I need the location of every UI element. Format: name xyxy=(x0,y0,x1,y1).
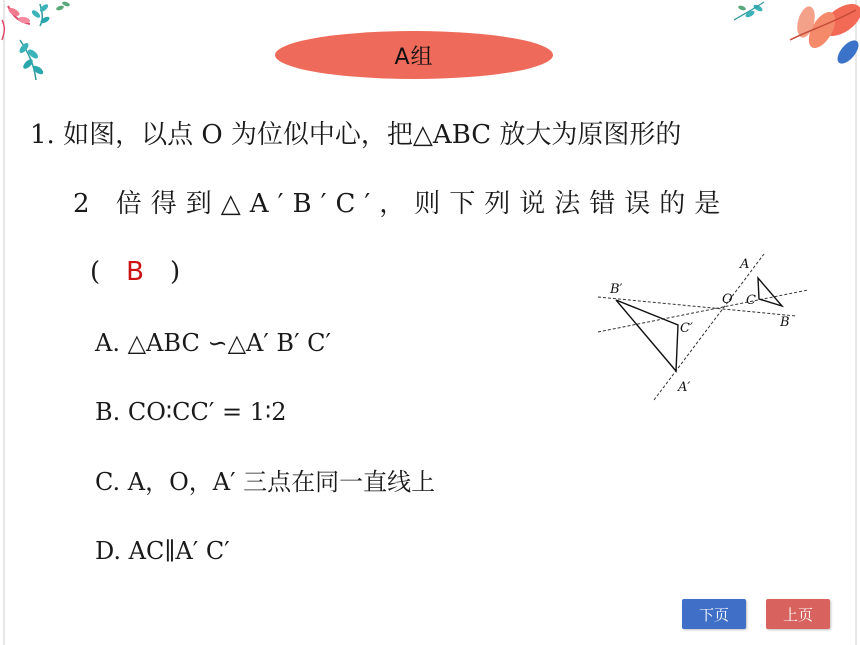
label-o: O xyxy=(722,292,733,307)
group-label: A组 xyxy=(394,44,434,70)
floral-decoration-left xyxy=(0,0,90,90)
option-c: C. A，O，A′ 三点在同一直线上 xyxy=(95,468,436,496)
answer-paren-open: ( xyxy=(90,257,101,287)
next-page-button[interactable]: 下页 xyxy=(682,599,746,629)
triangle-a-prime-b-prime-c-prime xyxy=(616,300,678,371)
floral-decoration-right xyxy=(730,0,860,70)
label-b-prime: B′ xyxy=(610,282,623,297)
group-label-pill xyxy=(275,31,553,79)
label-c-prime: C′ xyxy=(680,321,693,336)
label-b: B xyxy=(780,315,790,330)
answer-paren-close: ) xyxy=(170,257,181,287)
label-a-prime: A′ xyxy=(678,380,691,395)
prev-page-button[interactable]: 上页 xyxy=(766,599,830,629)
answer-letter: B xyxy=(126,257,144,287)
triangle-abc xyxy=(758,278,782,306)
homothety-figure xyxy=(596,250,816,405)
option-b: B. CO∶CC′ = 1∶2 xyxy=(95,398,287,426)
question-line-2: 2 倍得到△A′B′C′，则下列说法错误的是 xyxy=(73,189,730,219)
option-a: A. △ABC ∽△A′ B′ C′ xyxy=(95,329,331,357)
question-line-1: 1. 如图，以点 O 为位似中心，把△ABC 放大为原图形的 xyxy=(30,120,682,150)
option-d: D. AC∥A′ C′ xyxy=(95,537,230,565)
answer-slot xyxy=(90,255,180,289)
dashed-line-a-aprime xyxy=(654,254,764,400)
label-c: C xyxy=(746,293,756,308)
label-a: A xyxy=(740,257,750,272)
dashed-line-c-cprime xyxy=(598,290,808,332)
